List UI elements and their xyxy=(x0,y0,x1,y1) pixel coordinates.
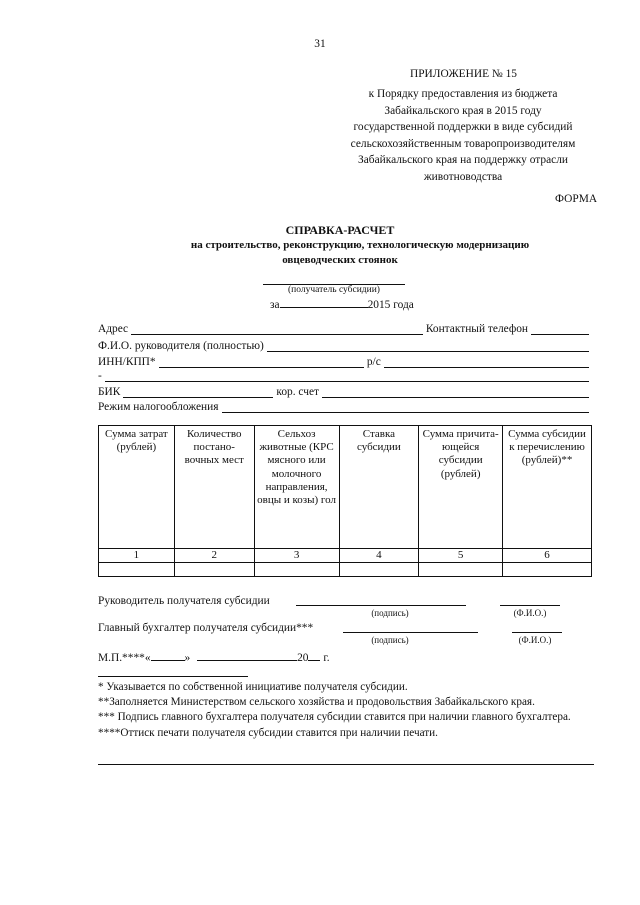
table-header-cell: Сумма причита-ющейся субсидии (рублей) xyxy=(419,426,503,549)
month-input-line[interactable] xyxy=(197,650,297,661)
table-cell[interactable] xyxy=(419,563,503,577)
table-number-cell: 1 xyxy=(99,549,175,563)
appendix-description xyxy=(330,86,596,185)
inn-input-line[interactable] xyxy=(159,356,364,368)
table-number-cell: 5 xyxy=(419,549,503,563)
director-label: Ф.И.О. руководителя (полностью) xyxy=(98,340,264,352)
head-name-caption: (Ф.И.О.) xyxy=(513,608,547,618)
accountant-name-line[interactable] xyxy=(512,632,562,633)
appendix-title: ПРИЛОЖЕНИЕ № 15 xyxy=(410,68,517,80)
stamp-label: М.П.****« xyxy=(98,652,151,664)
footnote: * Указывается по собственной инициативе получателя субсидии. xyxy=(98,681,408,693)
head-sign-line[interactable] xyxy=(296,605,466,606)
bottom-divider xyxy=(98,764,594,765)
appendix-line: к Порядку предоставления из бюджета xyxy=(368,88,558,100)
account-label: р/с xyxy=(366,356,381,368)
document-title: СПРАВКА-РАСЧЕТ xyxy=(285,223,395,237)
period-prefix: за xyxy=(270,299,280,311)
bik-label: БИК xyxy=(98,386,121,398)
head-name-line[interactable] xyxy=(500,605,560,606)
address-row xyxy=(98,323,592,335)
appendix-line: сельскохозяйственным товаропроизводителям xyxy=(350,137,576,150)
tax-input-line[interactable] xyxy=(222,401,590,413)
table-header-row xyxy=(99,426,592,549)
table-row xyxy=(99,563,592,577)
accountant-signature-row xyxy=(98,622,313,634)
appendix-line: Забайкальского края на поддержку отрасли xyxy=(358,154,568,166)
head-signature-row xyxy=(98,595,270,607)
table-cell[interactable] xyxy=(254,563,339,577)
subsidy-table xyxy=(98,425,592,577)
table-number-cell: 4 xyxy=(339,549,419,563)
stamp-row xyxy=(98,650,330,664)
dash-label: - xyxy=(98,370,102,382)
bik-row xyxy=(98,386,592,398)
document-subtitle: овцеводческих стоянок xyxy=(282,254,398,266)
period-input-line[interactable] xyxy=(280,297,368,308)
corr-input-line[interactable] xyxy=(322,386,589,398)
recipient-caption: (получатель субсидии) xyxy=(288,285,380,295)
address-label: Адрес xyxy=(98,323,129,335)
day-input-line[interactable] xyxy=(151,650,185,661)
table-header-cell: Ставка субсидии xyxy=(339,426,419,549)
director-row xyxy=(98,340,592,352)
table-cell[interactable] xyxy=(503,563,592,577)
year-prefix: 20 xyxy=(297,652,309,664)
year-input-line[interactable] xyxy=(308,650,320,661)
footnote: **Заполняется Министерством сельского хозяйства и продовольствия Забайкальского края. xyxy=(98,696,535,709)
document-subtitle: на строительство, реконструкцию, технологическую модернизацию xyxy=(190,239,530,251)
accountant-label: Главный бухгалтер получателя субсидии*** xyxy=(98,622,314,634)
table-header-cell: Сельхоз животные (КРС мясного или молочного направления, овцы и козы) гол xyxy=(254,426,339,549)
table-number-row xyxy=(99,549,592,563)
address-input-line[interactable] xyxy=(131,323,423,335)
table-number-cell: 3 xyxy=(254,549,339,563)
table-cell[interactable] xyxy=(339,563,419,577)
appendix-line: государственной поддержки в виде субсидий xyxy=(353,121,573,133)
table-number-cell: 6 xyxy=(503,549,592,563)
accountant-name-caption: (Ф.И.О.) xyxy=(518,635,552,645)
head-sign-caption: (подпись) xyxy=(371,608,409,618)
appendix-line: животноводства xyxy=(423,170,503,183)
table-header-cell: Сумма затрат (рублей) xyxy=(99,426,175,549)
table-number-cell: 2 xyxy=(174,549,254,563)
footnote: ****Оттиск печати получателя субсидии ставится при наличии печати. xyxy=(98,726,438,739)
phone-label: Контактный телефон xyxy=(425,323,528,335)
page-number: 31 xyxy=(314,38,326,50)
director-input-line[interactable] xyxy=(267,340,589,352)
year-suffix: г. xyxy=(323,652,330,664)
accountant-sign-line[interactable] xyxy=(343,632,478,633)
head-label: Руководитель получателя субсидии xyxy=(98,595,270,607)
account-input-line[interactable] xyxy=(384,356,589,368)
footnote: *** Подпись главного бухгалтера получателя субсидии ставится при наличии главного бухгалтера. xyxy=(98,711,571,724)
tax-row xyxy=(98,401,592,413)
form-label: ФОРМА xyxy=(555,193,598,205)
recipient-input-line[interactable] xyxy=(263,276,405,285)
phone-input-line[interactable] xyxy=(531,323,589,335)
bik-input-line[interactable] xyxy=(123,386,273,398)
period-suffix: 2015 года xyxy=(367,299,414,311)
corr-label: кор. счет xyxy=(276,386,320,398)
appendix-line: Забайкальского края в 2015 году xyxy=(384,104,542,117)
extra-row xyxy=(98,370,592,382)
table-cell[interactable] xyxy=(174,563,254,577)
accountant-sign-caption: (подпись) xyxy=(371,635,409,645)
inn-label: ИНН/КПП* xyxy=(98,356,156,368)
table-cell[interactable] xyxy=(99,563,175,577)
stamp-quote: » xyxy=(184,652,191,664)
table-header-cell: Сумма субсидии к перечислению (рублей)** xyxy=(503,426,592,549)
table-header-cell: Количество постано-вочных мест xyxy=(174,426,254,549)
period-row xyxy=(270,297,414,311)
extra-input-line[interactable] xyxy=(105,370,589,382)
inn-row xyxy=(98,356,592,368)
footnote-divider xyxy=(98,676,248,677)
tax-label: Режим налогообложения xyxy=(98,401,219,413)
footnotes xyxy=(98,680,594,741)
